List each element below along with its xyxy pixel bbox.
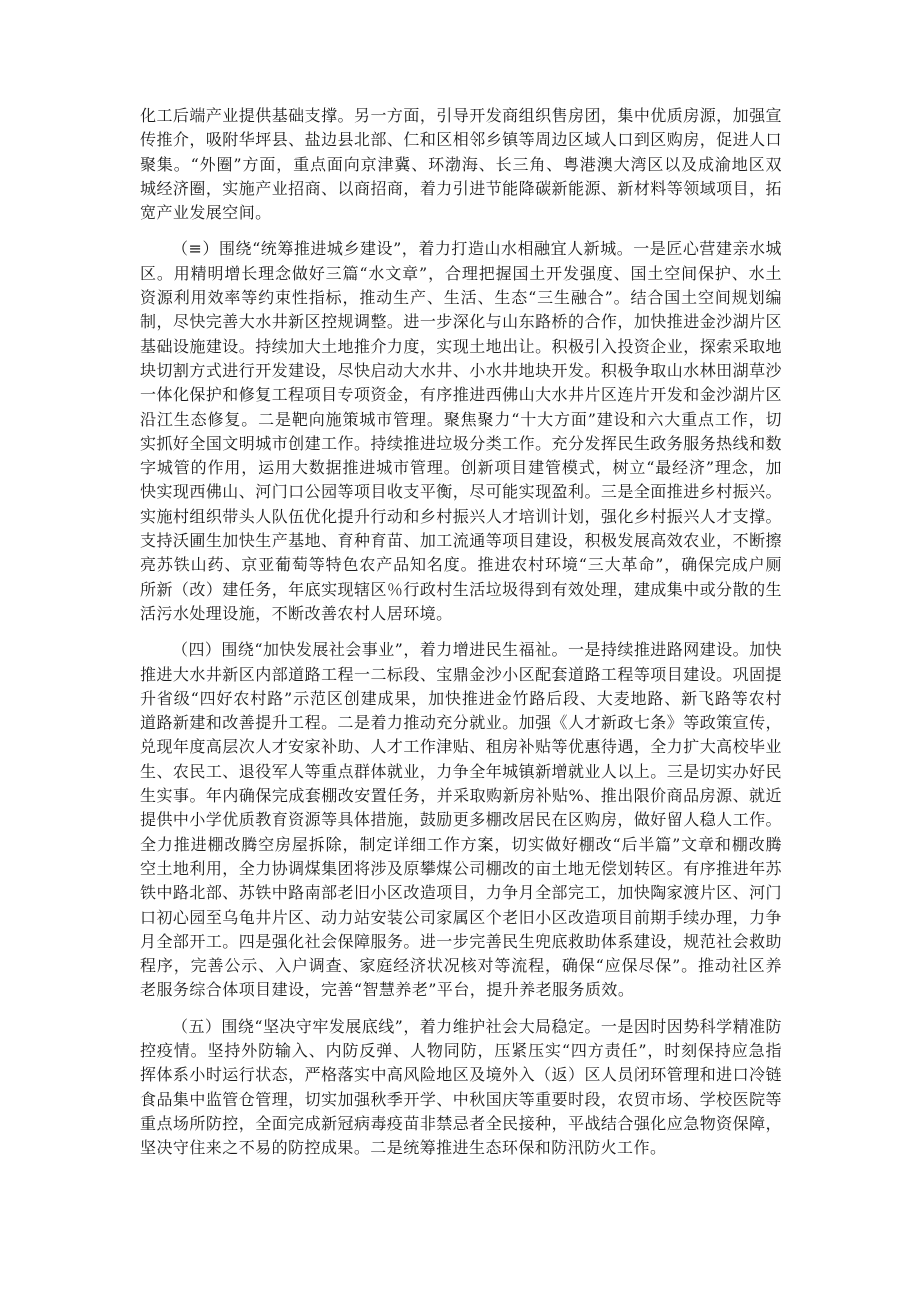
paragraph-section-3: （≡）围绕“统筹推进城乡建设”，着力打造山水相融宜人新城。一是匠心营建亲水城区。用精明增长理念做好三篇“水文章”，合理把握国土开发强度、国土空间保护、水土资源利用效率等约束性指标，推动生产、生活、生态“三生融合”。结合国土空间规划编制，尽快完善大水井新区控规调整。进一步深化与山东路桥的合作，加快推进金沙湖片区基础设施建设。持续加大土地推介力度，实现土地出让。积极引入投资企业，探索采取地块切割方式进行开发建设，尽快启动大水井、小水井地块开发。积极争取山水林田湖草沙一体化保护和修复工程项目专项资金，有序推进西佛山大水井片区连片开发和金沙湖片区沿江生态修复。二是靶向施策城市管理。聚焦聚力“十大方面”建设和六大重点工作，切实抓好全国文明城市创建工作。持续推进垃圾分类工作。充分发挥民生政务服务热线和数字城管的作用，运用大数据推进城市管理。创新项目建管模式，树立“最经济”理念，加快实现西佛山、河门口公园等项目收支平衡，尽可能实现盈利。三是全面推进乡村振兴。实施村组织带头人队伍优化提升行动和乡村振兴人才培训计划，强化乡村振兴人才支撑。支持沃圃生加快生产基地、育种育苗、加工流通等项目建设，积极发展高效农业，不断擦亮苏铁山药、京亚葡萄等特色农产品知名度。推进农村环境“三大革命”，确保完成户厕所新（改）建任务，年底实现辖区％行政村生活垃圾得到有效处理，建成集中或分散的生活污水处理设施，不断改善农村人居环境。 — [140, 239, 782, 623]
document-body — [140, 104, 782, 1172]
paragraph-continuation: 化工后端产业提供基础支撑。另一方面，引导开发商组织售房团，集中优质房源，加强宣传推介，吸附华坪县、盐边县北部、仁和区相邻乡镇等周边区域人口到区购房，促进人口聚集。“外圈”方面，重点面向京津冀、环渤海、长三角、粤港澳大湾区以及成渝地区双城经济圈，实施产业招商、以商招商，着力引进节能降碳新能源、新材料等领域项目，拓宽产业发展空间。 — [140, 106, 782, 223]
paragraph-section-4: （四）围绕“加快发展社会事业”，着力增进民生福祉。一是持续推进路网建设。加快推进大水井新区内部道路工程一二标段、宝鼎金沙小区配套道路工程等项目建设。巩固提升省级“四好农村路”示范区创建成果，加快推进金竹路后段、大麦地路、新飞路等农村道路新建和改善提升工程。二是着力推动充分就业。加强《人才新政七条》等政策宣传，兑现年度高层次人才安家补助、人才工作津贴、租房补贴等优惠待遇，全力扩大高校毕业生、农民工、退役军人等重点群体就业，力争全年城镇新增就业人以上。三是切实办好民生实事。年内确保完成套棚改安置任务，并采取购新房补贴%、推出限价商品房源、就近提供中小学优质教育资源等具体措施，鼓励更多棚改居民在区购房，做好留人稳人工作。全力推进棚改腾空房屋拆除，制定详细工作方案，切实做好棚改“后半篇”文章和棚改腾空土地利用，全力协调煤集团将涉及原攀煤公司棚改的亩土地无偿划转区。有序推进年苏铁中路北部、苏铁中路南部老旧小区改造项目，力争月全部完工，加快陶家渡片区、河门口初心园至乌龟井片区、动力站安装公司家属区个老旧小区改造项目前期手续办理，力争月全部开工。四是强化社会保障服务。进一步完善民生兜底救助体系建设，规范社会救助程序，完善公示、入户调查、家庭经济状况核对等流程，确保“应保尽保”。推动社区养老服务综合体项目建设，完善“智慧养老”平台，提升养老服务质效。 — [140, 640, 782, 1000]
paragraph-section-5: （五）围绕“坚决守牢发展底线”，着力维护社会大局稳定。一是因时因势科学精准防控疫情。坚持外防输入、内防反弹、人物同防，压紧压实“四方责任”，时刻保持应急指挥体系小时运行状态，严格落实中高风险地区及境外入（返）区人员闭环管理和进口冷链食品集中监管仓管理，切实加强秋季开学、中秋国庆等重要时段，农贸市场、学校医院等重点场所防控，全面完成新冠病毒疫苗非禁忌者全民接种，平战结合强化应急物资保障，坚决守住来之不易的防控成果。二是统筹推进生态环保和防汛防火工作。 — [140, 1016, 782, 1158]
